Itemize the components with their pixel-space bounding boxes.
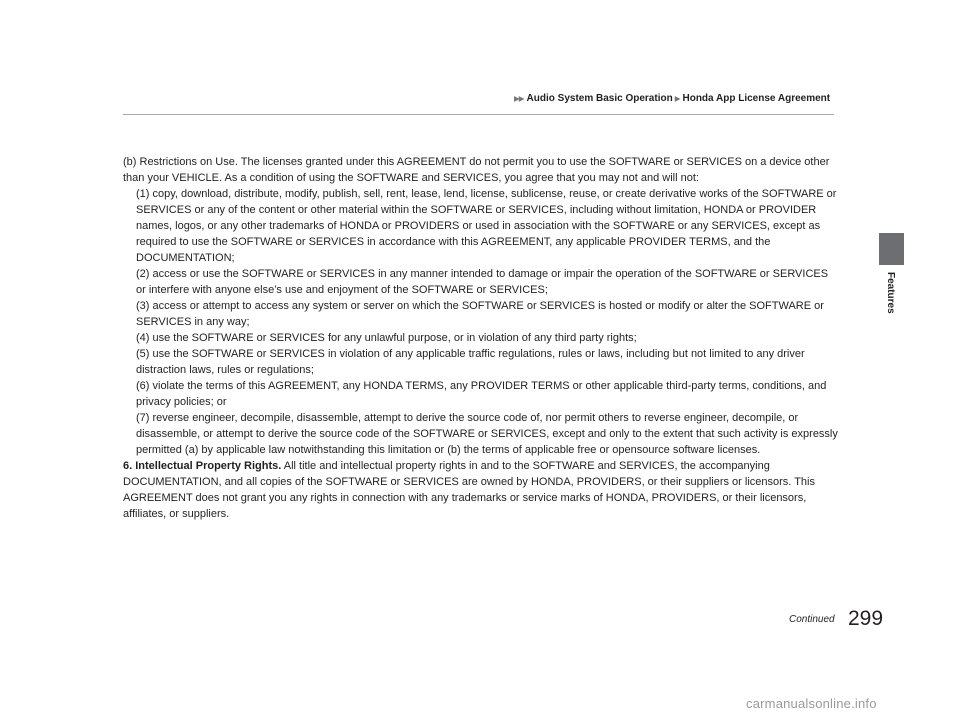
section-tab-label[interactable]: Features — [885, 272, 896, 314]
breadcrumb — [514, 93, 830, 104]
section-tab-marker — [879, 233, 904, 265]
list-item: (2) access or use the SOFTWARE or SERVICES in any manner intended to damage or impair the operation of the SOFTWARE or SERVICES or interfere with anyone else’s use and enjoyment of the SOFTWARE or SERVICES; — [136, 268, 829, 296]
watermark: carmanualsonline.info — [746, 696, 877, 711]
double-arrow-icon: ▶▶ — [514, 94, 524, 103]
section-6-body: All title and intellectual property rights in and to the SOFTWARE and SERVICES, the accompanying DOCUMENTATION, and all copies of the SOFTWARE or SERVICES are owned by HONDA, PROVIDERS, or their suppliers or licensors. This AGREEMENT does not grant you any rights in connection with any trademarks or service marks of HONDA, PROVIDERS, or their licensors, affiliates, or suppliers. — [123, 460, 815, 520]
continued-label: Continued — [789, 614, 835, 625]
document-body — [123, 154, 838, 522]
restrictions-list — [123, 186, 838, 458]
section-6-title: 6. Intellectual Property Rights. — [123, 460, 282, 472]
breadcrumb-item-license-agreement[interactable]: Honda App License Agreement — [682, 93, 831, 104]
list-item: (3) access or attempt to access any system or server on which the SOFTWARE or SERVICES is hosted or modify or alter the SOFTWARE or SERVICES in any way; — [136, 300, 824, 328]
restrictions-intro: (b) Restrictions on Use. The licenses granted under this AGREEMENT do not permit you to use the SOFTWARE or SERVICES on a device other than your VEHICLE. As a condition of using the SOFTWARE and SERVICES, you agree that you may not and will not: — [123, 156, 830, 184]
list-item: (6) violate the terms of this AGREEMENT, any HONDA TERMS, any PROVIDER TERMS or other applicable third-party terms, conditions, and privacy policies; or — [136, 380, 827, 408]
header-divider — [123, 114, 834, 115]
list-item: (1) copy, download, distribute, modify, publish, sell, rent, lease, lend, license, sublicense, reuse, or create derivative works of the SOFTWARE or SERVICES or any of the content or other material within the SOFTWARE or SERVICES, including without limitation, HONDA or PROVIDER names, logos, or any other trademarks of HONDA or PROVIDERS or used in association with the SOFTWARE or any SERVICES, except as required to use the SOFTWARE or SERVICES in accordance with this AGREEMENT, any applicable PROVIDER TERMS, and the DOCUMENTATION; — [136, 188, 837, 264]
list-item: (7) reverse engineer, decompile, disassemble, attempt to derive the source code of, nor permit others to reverse engineer, decompile, or disassemble, or attempt to derive the source code of the SOFTWARE or SERVICES, except and only to the extent that such activity is expressly permitted (a) by applicable law notwithstanding this limitation or (b) the terms of applicable free or opensource software licenses. — [136, 412, 838, 456]
arrow-icon: ▶ — [674, 94, 680, 103]
list-item: (4) use the SOFTWARE or SERVICES for any unlawful purpose, or in violation of any third party rights; — [136, 332, 637, 344]
page-number: 299 — [848, 607, 884, 630]
section-6-paragraph — [123, 458, 838, 522]
breadcrumb-item-audio-system[interactable]: Audio System Basic Operation — [526, 93, 673, 104]
list-item: (5) use the SOFTWARE or SERVICES in violation of any applicable traffic regulations, rules or laws, including but not limited to any driver distraction laws, rules or regulations; — [136, 348, 805, 376]
